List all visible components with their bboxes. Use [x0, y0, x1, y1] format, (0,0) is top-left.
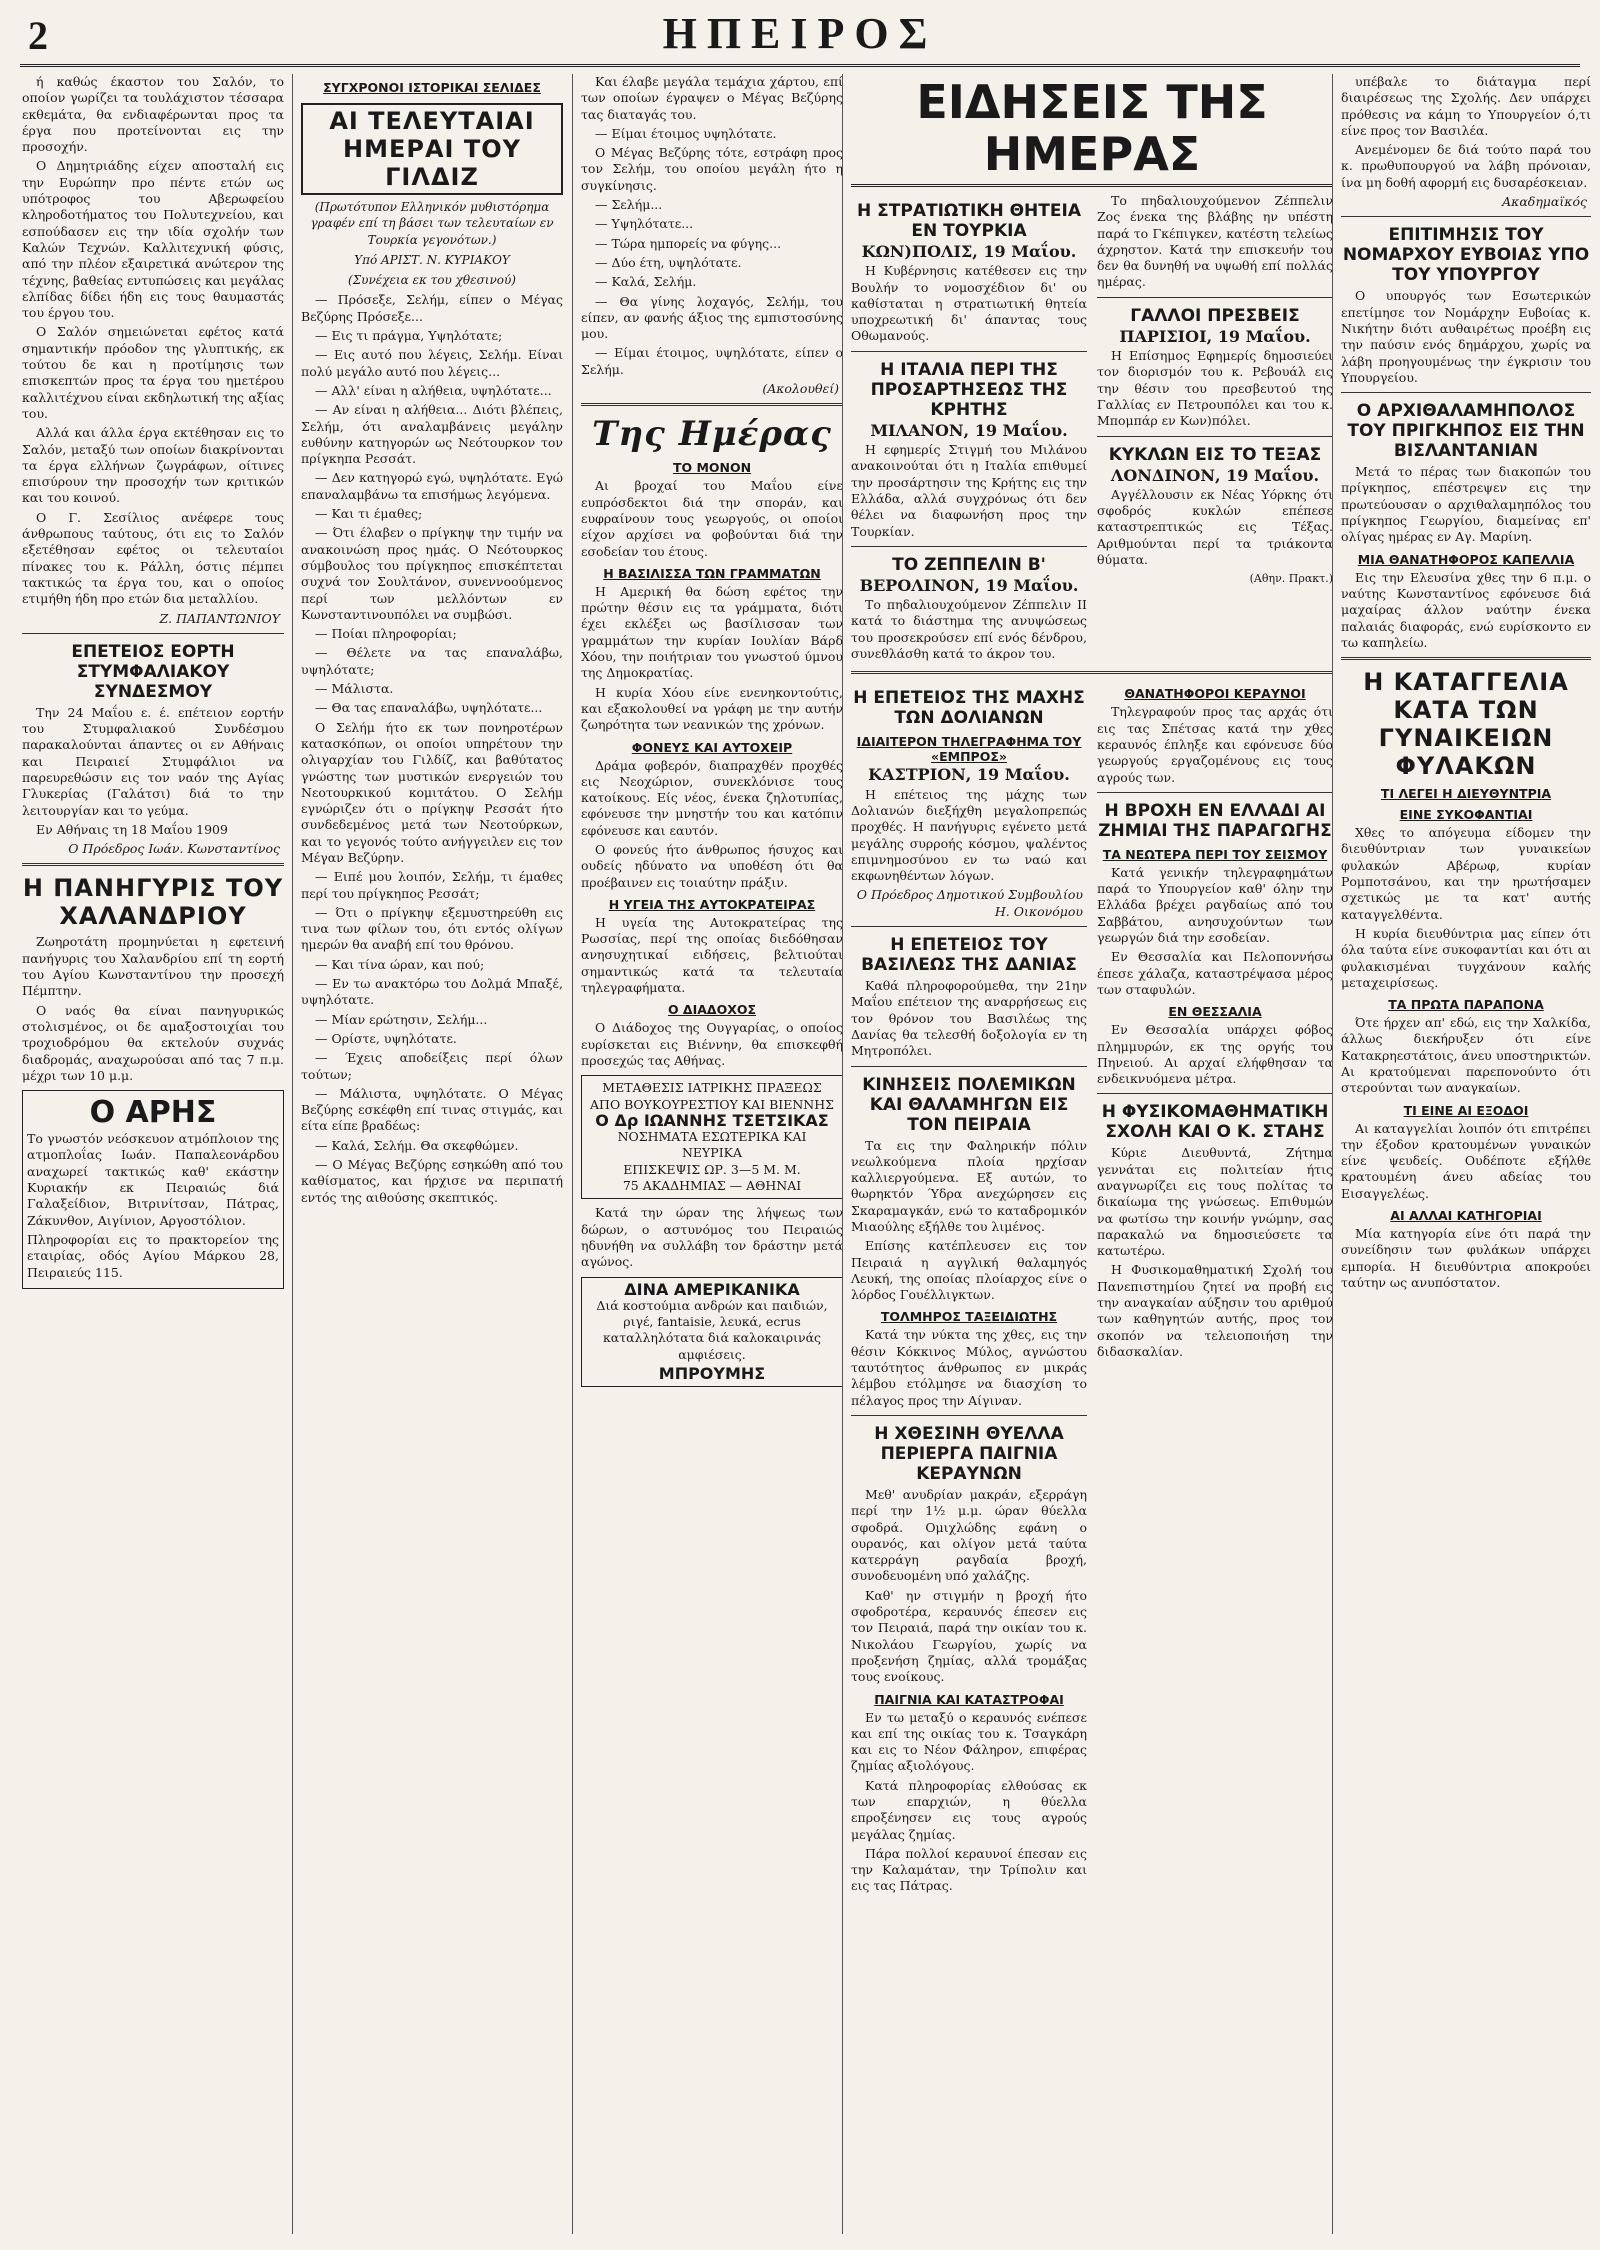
paragraph: Μία κατηγορία είνε ότι παρά την συνείδησιν των φυλάκων υπάρχει εμπορία. Η διευθύντρια αποκρούει ταύτην ως ανυπόστατον. [1341, 1226, 1591, 1290]
paragraph: — Ο Μέγας Βεζύρης εσηκώθη από του καθίσματος, και ήρχισε να περιπατή εντός της αιθούσης σκεπτικός. [301, 1157, 563, 1205]
headline: Η ΕΠΕΤΕΙΟΣ ΤΟΥ ΒΑΣΙΛΕΩΣ ΤΗΣ ΔΑΝΙΑΣ [861, 935, 1077, 976]
paragraph: Η υγεία της Αυτοκρατείρας της Ρωσσίας, περί της οποίας διεδόθησαν ανησυχητικαί ειδήσεις, βελτιούται σημαντικώς κατά τα τελευταία τηλεγραφήματα. [581, 914, 843, 996]
ad-text: Το γνωστόν νεόσκευον ατμόπλοιον της ατμοπλοΐας Ιωάν. Παπαλεονάρδου αναχωρεί τακτικώς καθ' εκάστην Κυριακήν εκ Πειραιώς διά Γαλαξείδιον, Βιτρινίτσαν, Πάτρας, Ζάκυνθον, Αιγίνιον, Αργοστόλιον. [27, 1131, 279, 1228]
paragraph: — Μίαν ερώτησιν, Σελήμ... [315, 1011, 488, 1027]
headline: ΑΙ ΑΛΛΑΙ ΚΑΤΗΓΟΡΙΑΙ [1390, 1208, 1542, 1224]
headline: Ο ΑΡΧΙΘΑΛΑΜΗΠΟΛΟΣ ΤΟΥ ΠΡΙΓΚΗΠΟΣ ΕΙΣ ΤΗΝ ΒΙΣΛΑΝΤΑΝΙΑΝ [1347, 401, 1585, 462]
headline: Η ΒΡΟΧΗ ΕΝ ΕΛΛΑΔΙ ΑΙ ΖΗΜΙΑΙ ΤΗΣ ΠΑΡΑΓΩΓΗΣ [1098, 800, 1332, 841]
news-subcolumns-lower [851, 680, 1333, 1897]
paragraph: — Υψηλότατε... [595, 216, 694, 232]
headline: Η ΦΥΣΙΚΟΜΑΘΗΜΑΤΙΚΗ ΣΧΟΛΗ ΚΑΙ Ο Κ. ΣΤΑΗΣ [1101, 1102, 1329, 1143]
paragraph: Κύριε Διευθυντά, Ζήτημα γεννάται εις πολιτείαν ήτις αναγνωρίζει εις τους πολίτας το δικαίωμα της γνώσεως. Επιθυμών να φωτίσω την κοινήν γνώμην, σας παρακαλώ να δημοσιεύσετε τα κατωτέρω. [1097, 1145, 1333, 1259]
paragraph: — Πρόσεξε, Σελήμ, είπεν ο Μέγας Βεζύρης Πρόσεξε... [301, 292, 563, 324]
masthead [20, 8, 1580, 67]
agency-credit: (Αθην. Πρακτ.) [1249, 572, 1333, 586]
headline: Η ΧΘΕΣΙΝΗ ΘΥΕΛΛΑ ΠΕΡΙΕΡΓΑ ΠΑΙΓΝΙΑ ΚΕΡΑΥΝΩΝ [874, 1423, 1064, 1484]
paragraph: Και έλαβε μεγάλα τεμάχια χάρτου, επί των οποίων έγραψεν ο Μέγας Βεζύρης τας διαταγάς του. [581, 74, 843, 122]
paragraph: — Έχεις αποδείξεις περί όλων τούτων; [301, 1050, 563, 1082]
page-number: 2 [28, 13, 48, 58]
dateline: ΚΑΣΤΡΙΟΝ, 19 Μαΐου. [868, 765, 1070, 785]
paragraph: Τηλεγραφούν προς τας αρχάς ότι εις τας Σπέτσας κατά την χθες κεραυνός έπληξε και εφόνευσε δύο γεωργούς εργαζομένους εις τους αγρούς των. [1097, 704, 1333, 785]
continuation-note: (Συνέχεια εκ του χθεσινού) [348, 273, 516, 288]
divider [1341, 216, 1591, 217]
paragraph: Μετά το πέρας των διακοπών του πρίγκηπος, επέστρεψεν εις την πρωτεύουσαν ο αρχιθαλαμηπόλος του πρίγκηπος Γεωργίου, διαμείνας επ' ολίγας ημέρας εν Αγ. Μαρίνη. [1341, 464, 1591, 545]
paragraph: — Εν τω ανακτόρω του Δολμά Μπαξέ, υψηλότατε. [301, 976, 563, 1008]
column-2 [292, 74, 563, 2234]
news-subcolumn-right [1097, 193, 1333, 665]
paragraph: Ο Δημητριάδης είχεν αποσταλή εις την Ευρώπην προ πέντε ετών ως υπότροφος του Αβερωφείου κληροδοτήματος του Πολυτεχνείου, και εσπούδασεν εις την ιδία σχολήν των Καλών Τεχνών. Καλλιτεχνική φύσις, από την πλέον εξαιρετικά ανώτερον της τέχνης, βαθείας εντυπώσεις και μεγάλας ελπίδας δίδει ήδη εις τους θαυμαστάς του έργου του. [22, 158, 284, 321]
dateline: ΛΟΝΔΙΝΟΝ, 19 Μαΐου. [1110, 465, 1320, 485]
headline: ΚΙΝΗΣΕΙΣ ΠΟΛΕΜΙΚΩΝ ΚΑΙ ΘΑΛΑΜΗΓΩΝ ΕΙΣ ΤΟΝ ΠΕΙΡΑΙΑ [862, 1074, 1076, 1135]
news-subcolumn-left [851, 680, 1087, 1897]
paragraph: Αι βροχαί του Μαΐου είνε ευπρόσδεκτοι διά την σποράν, και ευφραίνουν τους γεωργούς, οι οποίοι είχον αρχίσει να φοβούνται διά την εσοδείαν του έτους. [581, 478, 843, 559]
divider [581, 403, 843, 406]
dateline: Εν Αθήναις τη 18 Μαΐου 1909 [36, 821, 228, 837]
headline: ΤΟΛΜΗΡΟΣ ΤΑΞΕΙΔΙΩΤΗΣ [880, 1309, 1058, 1325]
paragraph: — Αλλ' είναι η αλήθεια, υψηλότατε... [315, 382, 552, 398]
newspaper-title: ΗΠΕΙΡΟΣ [662, 9, 938, 58]
headline: ΚΥΚΛΩΝ ΕΙΣ ΤΟ ΤΕΞΑΣ [1108, 444, 1322, 465]
column-5 [1332, 74, 1591, 2234]
divider [1097, 1093, 1333, 1094]
ad-title: ΔΙΝΑ ΑΜΕΡΙΚΑΝΙΚΑ [624, 1279, 800, 1299]
headline: ΕΠΙΤΙΜΗΣΙΣ ΤΟΥ ΝΟΜΑΡΧΟΥ ΕΥΒΟΙΑΣ ΥΠΟ ΤΟΥ ΥΠΟΥΡΓΟΥ [1342, 225, 1590, 286]
paragraph: Ο ναός θα είναι πανηγυρικώς στολισμένος, οι δε αμαξοστοιχίαι του τροχιοδρόμου θα εκτελούν συχνάς διαδρομάς, αναχωρούσαι από τας 7 π.μ. μέχρι των 10 μ.μ. [22, 1002, 284, 1083]
news-subcolumn-right [1097, 680, 1333, 1897]
paragraph: — Είμαι έτοιμος, υψηλότατε, είπεν ο Σελήμ. [581, 345, 843, 377]
paragraph: Η Φυσικομαθηματική Σχολή του Πανεπιστημίου ζητεί να προβή εις την αναγκαίαν αύξησιν του αριθμού των καθηγητών αυτής, προς τον σκοπόν να τελειοποιήση την διδασκαλίαν. [1097, 1262, 1333, 1359]
ad-line: ΝΟΣΗΜΑΤΑ ΕΣΩΤΕΡΙΚΑ ΚΑΙ ΝΕΥΡΙΚΑ [617, 1129, 807, 1161]
paragraph: — Καλά, Σελήμ. Θα σκεφθώμεν. [315, 1137, 519, 1153]
divider [1097, 436, 1333, 437]
paragraph: Εν Θεσσαλία και Πελοποννήσω έπεσε χάλαζα, καταστρέψασα μέρος των σταφυλών. [1097, 949, 1333, 997]
divider [1341, 657, 1591, 660]
subheadline: ΤΙ ΛΕΓΕΙ Η ΔΙΕΥΘΥΝΤΡΙΑ [1380, 786, 1552, 802]
dateline: ΠΑΡΙΣΙΟΙ, 19 Μαΐου. [1119, 326, 1311, 346]
president-signature: Ο Πρόεδρος Ιωάν. Κωνσταντίνος [68, 841, 280, 857]
headline: ΕΝ ΘΕΣΣΑΛΙΑ [1168, 1004, 1262, 1020]
section-title: ΕΙΔΗΣΕΙΣ ΤΗΣ ΗΜΕΡΑΣ [851, 76, 1333, 187]
subheadline: ΤΑ ΝΕΩΤΕΡΑ ΠΕΡΙ ΤΟΥ ΣΕΙΣΜΟΥ [1102, 846, 1328, 862]
paragraph: — Μάλιστα, υψηλότατε. Ο Μέγας Βεζύρης εσκέφθη επί τινας στιγμάς, και είτα είπε βραδέως: [301, 1085, 563, 1134]
ad-text: Διά κοστούμια ανδρών και παιδιών, ριγέ, fantaisie, λευκά, ecrus καταλληλότατα διά καλοκαιρινάς αμφιέσεις. [596, 1297, 828, 1362]
divider [851, 926, 1087, 927]
paragraph: Ότε ήρχεν απ' εδώ, εις την Χαλκίδα, άλλως διεκήρυξεν ότι είνε Κατακρηεστάτοις, άνευ υποστηρικτών. Αι κρατούμεναι παρεπονούντο ότι στερούνται των αναγκαίων. [1341, 1015, 1591, 1096]
paragraph: Η εφημερίς Στιγμή του Μιλάνου ανακοινούται ότι η Ιταλία επιθυμεί την προσάρτησιν της Κρήτης εις την Ελλάδα, αλλά συγχρόνως ότι δεν θέλει να διαφωνήση προς την Τουρκίαν. [851, 442, 1087, 539]
paragraph: — Θα τας επαναλάβω, υψηλότατε... [315, 700, 543, 716]
paragraph: Ζωηροτάτη προμηνύεται η εφετεινή πανήγυρις του Χαλανδρίου επί τη εορτή του Αγίου Κωνσταντίνου την προσεχή Πέμπτην. [22, 934, 284, 999]
paragraph: Η Κυβέρνησις κατέθεσεν εις την Βουλήν το νομοσχέδιον δι' ου καθίσταται η στρατιωτική θητεία υποχρεωτική δι' άπαντας τους Οθωμανούς. [851, 263, 1087, 344]
divider [851, 671, 1333, 674]
headline: ΓΑΛΛΟΙ ΠΡΕΣΒΕΙΣ [1130, 305, 1300, 326]
ad-title: Ο ΑΡΗΣ [89, 1095, 217, 1131]
ad-address: 75 ΑΚΑΔΗΜΙΑΣ — ΑΘΗΝΑΙ [622, 1178, 802, 1194]
paragraph: Η κυρία Χόου είνε ενενηκοντούτις, και εξακολουθεί να γράφη με την αυτήν ζωηρότητα των νεανικών της χρόνων. [581, 684, 843, 733]
paragraph: — Μάλιστα. [315, 681, 394, 697]
headline: ΤΟ ΖΕΠΠΕΛΙΝ Β' [892, 554, 1046, 575]
paragraph: Κατά την ώραν της λήψεως των δώρων, ο αστυνόμος του Πειραιώς ηδυνήθη να συλλάβη τον δράστην μετά αγώνος. [581, 1205, 843, 1270]
paragraph: — Τώρα ημπορείς να φύγης... [595, 235, 782, 251]
subheadline: ΙΔΙΑΙΤΕΡΟΝ ΤΗΛΕΓΡΑΦΗΜΑ ΤΟΥ «ΕΜΠΡΟΣ» [856, 734, 1082, 765]
headline: ΤΟ ΜΟΝΟΝ [672, 460, 752, 476]
author-signature: Ακαδημαϊκός [1502, 194, 1587, 210]
headline: ΠΑΙΓΝΙΑ ΚΑΙ ΚΑΤΑΣΤΡΟΦΑΙ [874, 1691, 1064, 1707]
divider [1097, 297, 1333, 298]
author-signature: Ζ. ΠΑΠΑΝΤΩΝΙΟΥ [159, 610, 280, 626]
column-3 [572, 74, 843, 2234]
divider [851, 1415, 1087, 1416]
author-byline: Υπό ΑΡΙΣΤ. Ν. ΚΥΡΙΑΚΟΥ [354, 252, 510, 267]
headline: Η ΒΑΣΙΛΙΣΣΑ ΤΩΝ ΓΡΑΜΜΑΤΩΝ [603, 565, 821, 581]
paragraph: Αλλά και άλλα έργα εκτέθησαν εις το Σαλόν, μεταξύ των οποίων διακρίνονται τα έργα ελλήνων ζωγράφων, οίτινες επισύρουν την προσοχήν των κριτικών και του κοινού. [22, 425, 284, 506]
paragraph: — Και τίνα ώραν, και πού; [315, 956, 485, 972]
dateline: ΜΙΛΑΝΟΝ, 19 Μαΐου. [870, 420, 1068, 440]
paragraph: — Ορίστε, υψηλότατε. [315, 1030, 457, 1046]
paragraph: Ο Σελήμ ήτο εκ των πονηροτέρων κατασκόπων, οι οποίοι υπηρέτουν την ολιγαρχίαν του Γιλδίζ, και βαθύτατος γνώστης των μυστικών ενεργειών του Νεοτουρκικού κομιτάτου. Ο Σελήμ εγνώριζεν ότι ο πρίγκηψ Ρεσσάτ ήτο συνδεδεμένος μετά των Νεοτούρκων, και το γεγονός τούτο ανήγγειλεν εις τον Μέγαν Βεζύρην. [301, 719, 563, 865]
advertisement-doctor [581, 1075, 843, 1199]
headline: ΕΠΕΤΕΙΟΣ ΕΟΡΤΗ ΣΤΥΜΦΑΛΙΑΚΟΥ ΣΥΝΔΕΣΜΟΥ [71, 641, 235, 702]
paragraph: — Εις αυτό που λέγεις, Σελήμ. Είναι πολύ μεγάλο αυτό που λέγεις... [301, 347, 563, 379]
subheadline: ΕΙΝΕ ΣΥΚΟΦΑΝΤΙΑΙ [1399, 807, 1533, 823]
paragraph: — Θέλετε να τας επαναλάβω, υψηλότατε; [301, 645, 563, 677]
news-subcolumn-left [851, 193, 1087, 665]
paragraph: Καθ' ην στιγμήν η βροχή ήτο σφοδροτέρα, κεραυνός έπεσεν εις τον Πειραιά, παρά την οικίαν του κ. Νικολάου Γεωργίου, χωρίς να προξενήση ζημίας, αλλά τρομάξας τους ενοίκους. [851, 1587, 1087, 1685]
paragraph: Κατά πληροφορίας ελθούσας εκ των επαρχιών, η θύελλα επροξένησεν εις τους αγρούς μεγάλας ζημίας. [851, 1777, 1087, 1842]
paragraph: Η Επίσημος Εφημερίς δημοσιεύει τον διορισμόν του κ. Ρεβουάλ εις την θέσιν του πρεσβευτού της Γαλλίας εν Πετρουπόλει και του κ. Μπομπάρ εν Κων)πόλει. [1097, 348, 1333, 429]
headline: Η ΠΑΝΗΓΥΡΙΣ ΤΟΥ ΧΑΛΑΝΔΡΙΟΥ [22, 874, 284, 931]
paragraph: Αι καταγγελίαι λοιπόν ότι επιτρέπει την έξοδον κρατουμένων γυναικών είνε ψευδείς. Ουδέποτε εξήλθε κρατουμένη άνευ αδείας του Εισαγγελέως. [1341, 1120, 1591, 1201]
paragraph: Το πηδαλιουχούμενον Ζέππελιν Ζος ένεκα της βλάβης ην υπέστη παρά το Γκέπιγκεν, κατέστη τελείως άχρηστον. Κατά την επισκευήν του δεν θα δυνηθή να υψωθή επί πολλάς ημέρας. [1097, 193, 1333, 290]
paragraph: Ο υπουργός των Εσωτερικών επετίμησε τον Νομάρχην Ευβοίας κ. Νικήτην διότι αυθαιρέτως προέβη εις την παύσιν ενός δημάρχου, χωρίς να λάβη προηγουμένως την έγκρισιν του Υπουργείου. [1341, 288, 1591, 385]
paragraph: Τα εις την Φαληρικήν πόλιν νεωλκούμενα πλοία ηρχίσαν καλλιεργούμενα. Εξ αυτών, το θωρηκτόν Ύδρα ανεχώρησεν εις Σκαραμαγκάν, ενώ το καταδρομικόν Μιαούλης εξήλθε του λιμένος. [851, 1137, 1087, 1234]
divider [851, 1066, 1087, 1067]
headline: Η ΥΓΕΙΑ ΤΗΣ ΑΥΤΟΚΡΑΤΕΙΡΑΣ [608, 896, 816, 912]
paragraph: Εν τω μεταξύ ο κεραυνός ενέπεσε και επί της οικίας του κ. Τσαγκάρη και εις το Νέον Φάληρον, επιφέρας ζημίας αξιολόγους. [851, 1709, 1087, 1774]
column-4-news [842, 74, 1333, 2234]
divider [22, 633, 284, 634]
paragraph: — Ότι έλαβεν ο πρίγκηψ την τιμήν να ανακοινώση προς ημάς. Ο Νεότουρκος σύμβουλος του πρίγκηπος επισκέπτεται συχνά τον Σουλτάνον, συνεννοούμενος περί των μελλόντων εν Κωνσταντινουπόλει να συμβώσι. [301, 525, 563, 622]
paragraph: Μεθ' ανυδρίαν μακράν, εξερράγη περί την 1½ μ.μ. ώραν θύελλα σφοδρά. Ομιχλώδης εφάνη ο ουρανός, και ολίγον μετά ταύτα κατερράγη ραγδαία βροχή, συνοδευομένη υπό χαλάζης. [851, 1486, 1087, 1584]
headline: Η ΣΤΡΑΤΙΩΤΙΚΗ ΘΗΤΕΙΑ ΕΝ ΤΟΥΡΚΙΑ [857, 201, 1081, 241]
paragraph: Ο φονεύς ήτο άνθρωπος ήσυχος και ουδείς ηδύνατο να υποθέση ότι θα προέβαινεν εις τοιαύτην πράξιν. [581, 841, 843, 890]
paragraph: Δράμα φοβερόν, διαπραχθέν προχθές εις Νεοχώριον, συνεκλόνισε τους κατοίκους. Είς νέος, ένεκα ζηλοτυπίας, εφόνευσε την μνηστήν του και κατόπιν εφόνευσε και εαυτόν. [581, 757, 843, 838]
divider [1097, 792, 1333, 793]
paragraph: Ο Σαλόν σημειώνεται εφέτος κατά σημαντικήν πρόοδον της γλυπτικής, εκ τούτου δε και η προτίμησις των επισκεπτών προς τα έργα του ημετέρου καλλιτέχνου είναι εκδηλωτική της αξίας του. [22, 324, 284, 421]
headline: ΦΟΝΕΥΣ ΚΑΙ ΑΥΤΟΧΕΙΡ [631, 739, 793, 755]
ad-line: ΜΕΤΑΘΕΣΙΣ ΙΑΤΡΙΚΗΣ ΠΡΑΞΕΩΣ ΑΠΟ ΒΟΥΚΟΥΡΕΣΤΙΟΥ ΚΑΙ ΒΙΕΝΝΗΣ [590, 1080, 834, 1112]
dateline: ΒΕΡΟΛΙΝΟΝ, 19 Μαΐου. [859, 575, 1079, 595]
paragraph: Ο Διάδοχος της Ουγγαρίας, ο οποίος ευρίσκεται εις Βιέννην, θα επισκεφθή προσεχώς τας Αθήνας. [581, 1020, 843, 1068]
paragraph: ή καθώς έκαστον του Σαλόν, το οποίον γωρίζει τα τουλάχιστον τέσσαρα εκθεμάτα, θα ενδιαφέρωνται προς τα έργα που προτείνονται εις την προσοχήν. [22, 74, 284, 155]
headline: ΑΙ ΤΕΛΕΥΤΑΙΑΙ ΗΜΕΡΑΙ ΤΟΥ ΓΙΛΔΙΖ [301, 103, 563, 195]
headline: ΘΑΝΑΤΗΦΟΡΟΙ ΚΕΡΑΥΝΟΙ [1124, 686, 1306, 702]
paragraph: Την 24 Μαΐου ε. έ. επέτειον εορτήν του Στυμφαλιακού Συνδέσμου παρακαλούνται άπαντες οι εν Αθήναις και Πειραιεί Στυμφάλιοι να παρευρεθώσιν εις τον ναόν της Αγίας Γλυκερίας (Γαλάτσι) διά το την λειτουργίαν και το γεύμα. [22, 704, 284, 818]
paragraph: Η Αμερική θα δώση εφέτος την πρώτην θέσιν εις τα γράμματα, διότι έχει εκλέξει ως βασίλισσαν των γραμμάτων την κυρίαν Ιουλίαν Βάρδ Χόου, την ποιήτριαν του γνωστού ύμνου της Δημοκρατίας. [581, 583, 843, 681]
paragraph: — Και τι έμαθες; [315, 506, 423, 522]
paragraph: Η επέτειος της μάχης των Δολιανών διεξήχθη μεγαλοπρεπώς προχθές. Η πανήγυρις εγένετο μετά μεγάλης συρροής κόσμου, ψαλέντος επιμνημοσύνου εν τω ναώ και εκφωνηθέντων λόγων. [851, 786, 1087, 884]
signature: Ο Πρόεδρος Δημοτικού Συμβουλίου Η. Οικονόμου [856, 887, 1083, 919]
ad-name: Ο Δρ ΙΩΑΝΝΗΣ ΤΣΕΤΣΙΚΑΣ [595, 1110, 829, 1130]
continuation-note: (Ακολουθεί) [762, 381, 839, 397]
ad-line: ΕΠΙΣΚΕΨΙΣ ΩΡ. 3—5 Μ. Μ. [623, 1161, 801, 1177]
paragraph: — Ποίαι πληροφορίαι; [315, 626, 457, 642]
series-heading: ΣΥΓΧΡΟΝΟΙ ΙΣΤΟΡΙΚΑΙ ΣΕΛΙΔΕΣ [323, 80, 541, 95]
paragraph: — Ότι ο πρίγκηψ εξεμυστηρεύθη εις τινα των φίλων του, ότι εντός ολίγων ημερών θα αναβή επί του θρόνου. [301, 904, 563, 953]
paragraph: Ο Μέγας Βεζύρης τότε, εστράφη προς τον Σελήμ, του οποίου μεγάλη ήτο η συγκίνησις. [581, 145, 843, 193]
paragraph: Κατά την νύκτα της χθες, εις την θέσιν Κόκκινος Μύλος, αγνώστου ταυτότητος άνθρωπος εν μικράς λέμβου ετόλμησε να διασχίση το πέλαγος προς την Αίγιναν. [851, 1327, 1087, 1408]
paragraph: — Αν είναι η αλήθεια... Διότι βλέπεις, Σελήμ, ότι αναλαμβάνεις μεγάλην ευθύνην κατηγορών ως Νεότουρκον τον πρίγκηπα Ρεσσάτ. [301, 402, 563, 467]
headline: Ο ΔΙΑΔΟΧΟΣ [667, 1002, 757, 1018]
headline: Η ΚΑΤΑΓΓΕΛΙΑ ΚΑΤΑ ΤΩΝ ΓΥΝΑΙΚΕΙΩΝ ΦΥΛΑΚΩΝ [1363, 668, 1569, 781]
divider [851, 546, 1087, 547]
paragraph: υπέβαλε το διάταγμα περί διαιρέσεως της Σχολής. Δεν υπάρχει πρόθεσις να κάμη το Υπουργείον ό,τι είνε προς τον Βασιλέα. [1341, 74, 1591, 138]
paragraph: Εις την Ελευσίνα χθες την 6 π.μ. ο ναύτης Κωνσταντίνος εφόνευσε διά μαχαίρας άλλον ναύτην ένεκα παλαιάς διαφοράς, ενώ ευρίσκοντο εν τω καπηλείω. [1341, 569, 1591, 650]
paragraph: — Δύο έτη, υψηλότατε. [595, 254, 742, 270]
headline: Η ΙΤΑΛΙΑ ΠΕΡΙ ΤΗΣ ΠΡΟΣΑΡΤΗΣΕΩΣ ΤΗΣ ΚΡΗΤΗΣ [870, 359, 1068, 420]
section-heading: Της Ημέρας [592, 414, 832, 455]
paragraph: Κατά γενικήν τηλεγραφημάτων παρά το Υπουργείον καθ' όλην την Ελλάδα βρέχει ραγδαίως από του Σαββάτου, ανησυχούντων των γεωργών διά την εσοδείαν. [1097, 864, 1333, 946]
paragraph: Επίσης κατέπλευσεν εις τον Πειραιά η αγγλική θαλαμηγός Λευκή, της οποίας πλοίαρχος είνε ο λόρδος Γουέλλιγκτων. [851, 1238, 1087, 1303]
paragraph: Αγγέλλουσιν εκ Νέας Υόρκης ότι σφοδρός κυκλών επέπεσε καταστρεπτικώς εις Τέξας. Αριθμούνται περί τα τριάκοντα θύματα. [1097, 486, 1333, 568]
paragraph: — Καλά, Σελήμ. [595, 274, 697, 290]
paragraph: Ο Γ. Σεσίλιος ανέφερε τους άνθρωπους ταύτους, ότι εις το Σαλόν εξετέθησαν εφέτος οι τελευταίοι πίνακες του κ. Ράλλη, όστις πέμπει τακτικώς τα έργα του, και ο οποίος ετιμήθη ήδη προ ετών δια μεταλλίου. [22, 509, 284, 607]
paragraph: Ανεμένομεν δε διά τούτο παρά του κ. πρωθυπουργού να λάβη πρόνοιαν, ίνα μη δοθή αφορμή εις δυσαρέσκειαν. [1341, 142, 1591, 190]
paragraph: — Είμαι έτοιμος υψηλότατε. [595, 125, 777, 141]
divider [22, 863, 284, 866]
paragraph: — Σελήμ... [595, 197, 663, 213]
news-subcolumns [851, 193, 1333, 665]
column-1 [22, 74, 284, 2234]
subtitle: (Πρωτότυπον Ελληνικόν μυθιστόρημα γραφέν επί τη βάσει των τελευταίων εν Τουρκία γεγονότων.) [310, 200, 554, 247]
headline: ΤΑ ΠΡΩΤΑ ΠΑΡΑΠΟΝΑ [1388, 997, 1544, 1013]
dateline: ΚΩΝ)ΠΟΛΙΣ, 19 Μαΐου. [861, 242, 1077, 261]
paragraph: Καθά πληροφορούμεθα, την 21ην Μαΐου επέτειον της αναρρήσεως εις τον θρόνον του Βασιλέως της Δανίας θα τελεσθή δοξολογία εν τη Μητροπόλει. [851, 978, 1087, 1059]
divider [1341, 392, 1591, 393]
paragraph: — Δεν κατηγορώ εγώ, υψηλότατε. Εγώ επαναλαμβάνω τα επισήμως λεγόμενα. [301, 470, 563, 502]
ad-text: Πληροφορίαι εις το πρακτορείον της εταιρίας, οδός Αγίου Μάρκου 28, Πειραιεύς 115. [27, 1231, 279, 1280]
paragraph: — Ειπέ μου λοιπόν, Σελήμ, τι έμαθες περί του πρίγκηπος Ρεσσάτ; [301, 869, 563, 901]
paragraph: Εν Θεσσαλία υπάρχει φόβος πλημμυρών, εκ της οργής του Πηνειού. Αι αρχαί ελήφθησαν τα ενδεικνυόμενα μέτρα. [1097, 1022, 1333, 1087]
paragraph: Το πηδαλιουχούμενον Ζέππελιν ΙΙ κατά το διάστημα της ανυψώσεως του προσεκρούσεν επί ενός δένδρου, συνεθλάσθη κατά το άκρον του. [851, 597, 1087, 662]
paragraph: Χθες το απόγευμα είδομεν την διευθύντριαν των γυναικείων φυλακών Αβέρωφ, κυρίαν Ρομποτσάνου, και την ηρωτήσαμεν σχετικώς με τα κατ' αυτής καταγγελθέντα. [1341, 825, 1591, 922]
paragraph: — Εις τι πράγμα, Υψηλότατε; [315, 328, 503, 344]
headline: ΜΙΑ ΘΑΝΑΤΗΦΟΡΟΣ ΚΑΠΕΛΛΙΑ [1357, 551, 1575, 567]
divider [851, 351, 1087, 352]
headline: ΤΙ ΕΙΝΕ ΑΙ ΕΞΟΔΟΙ [1403, 1102, 1529, 1118]
headline: Η ΕΠΕΤΕΙΟΣ ΤΗΣ ΜΑΧΗΣ ΤΩΝ ΔΟΛΙΑΝΩΝ [853, 688, 1085, 729]
advertisement-fabrics [581, 1277, 843, 1388]
paragraph: Η κυρία διευθύντρια μας είπεν ότι όλα ταύτα είνε συκοφαντίαι και ότι αι φυλακισμέναι τυγχάνουν καλής μεταχειρίσεως. [1341, 925, 1591, 990]
ad-merchant: ΜΠΡΟΥΜΗΣ [658, 1364, 766, 1383]
paragraph: Πάρα πολλοί κεραυνοί έπεσαν εις την Καλαμάταν, την Τρίπολιν και εις τας Πάτρας. [851, 1845, 1087, 1894]
advertisement-ares [22, 1090, 284, 1289]
paragraph: — Θα γίνης λοχαγός, Σελήμ, του είπεν, αν φανής άξιος της εμπιστοσύνης μου. [581, 293, 843, 342]
